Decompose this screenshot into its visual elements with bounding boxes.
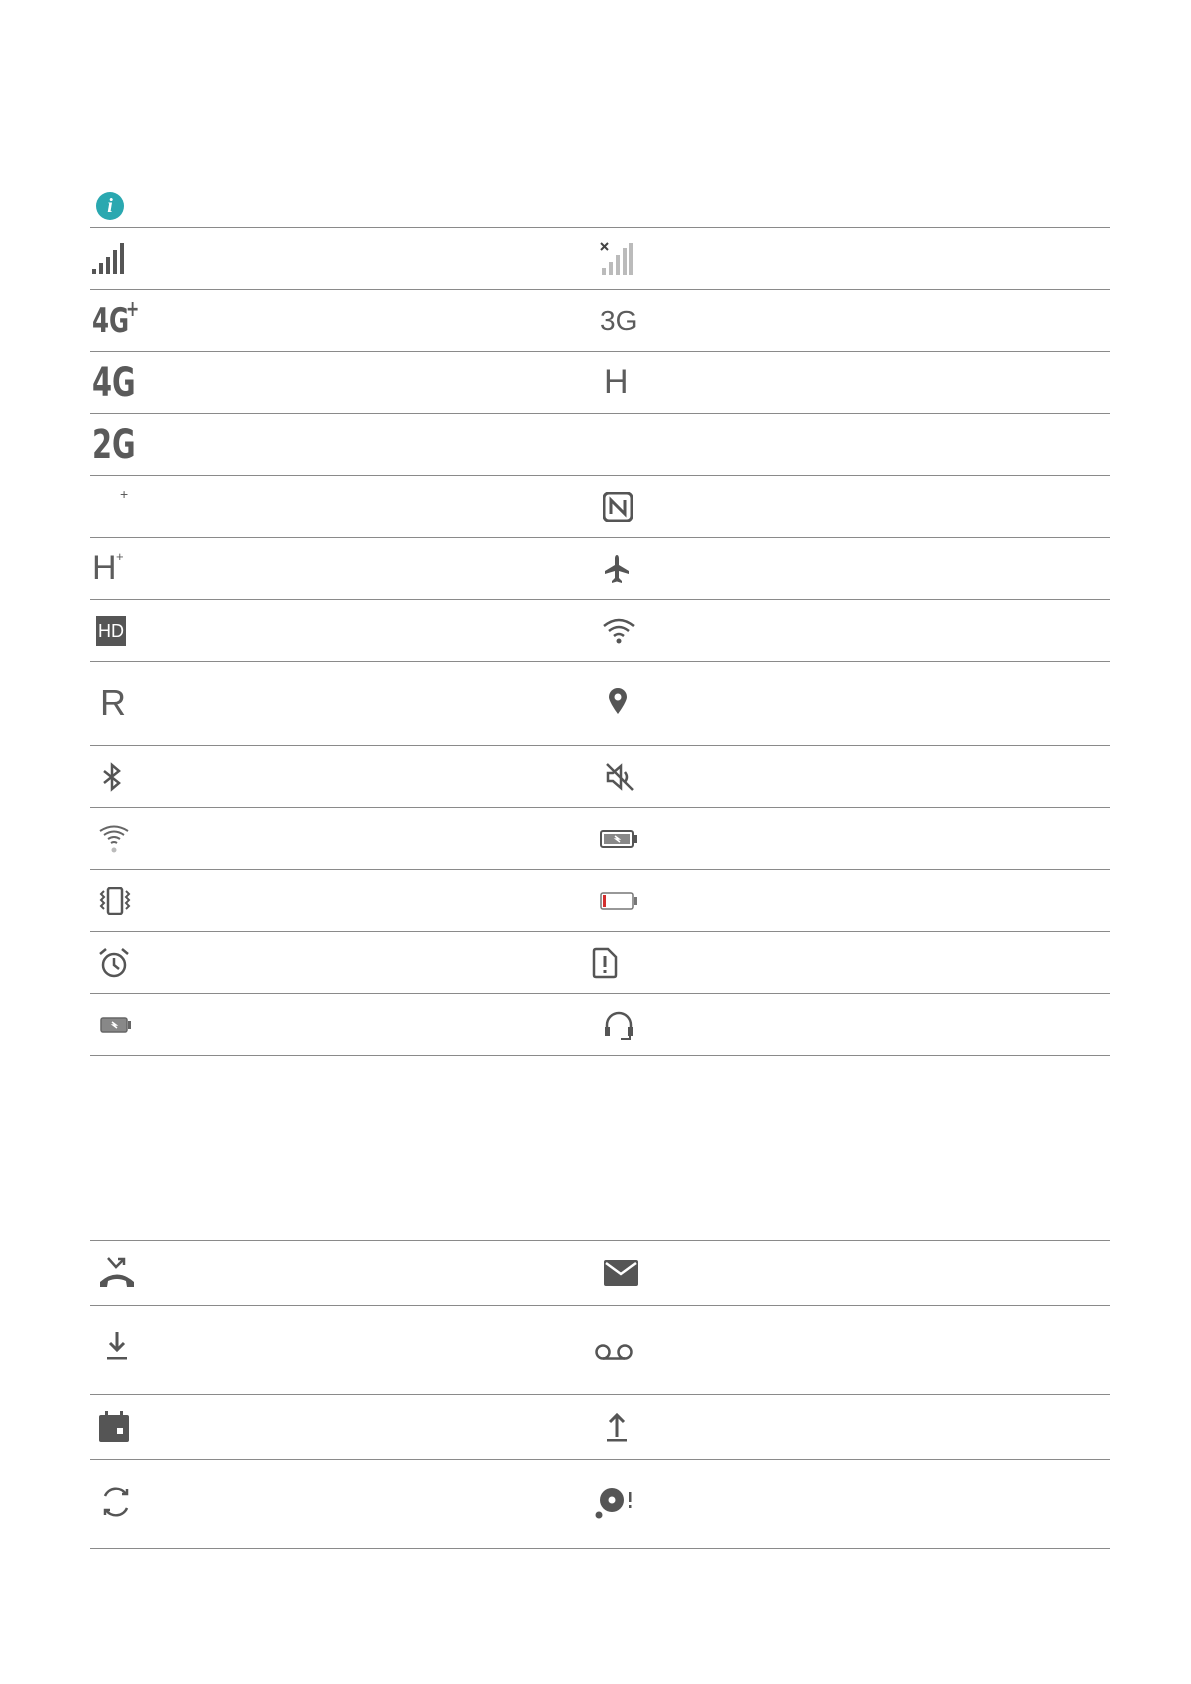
table-row xyxy=(90,807,1110,869)
upload-icon xyxy=(606,1411,628,1443)
nfc-icon xyxy=(603,492,633,522)
table-row xyxy=(90,1240,1110,1305)
headset-icon xyxy=(604,1010,634,1040)
calendar-icon xyxy=(98,1411,130,1443)
table-row xyxy=(90,661,1110,745)
table-row xyxy=(90,227,1110,289)
wifi-hotspot-icon xyxy=(98,825,130,853)
2g-icon: 2G xyxy=(92,421,136,468)
plus-icon: + xyxy=(120,486,129,502)
sync-icon xyxy=(100,1486,132,1518)
4g-icon: 4G xyxy=(92,359,136,406)
missed-call-icon xyxy=(98,1256,136,1290)
table-row xyxy=(90,931,1110,993)
location-icon xyxy=(608,687,628,715)
download-icon xyxy=(106,1330,128,1362)
table-row xyxy=(90,289,1110,351)
battery-full-icon xyxy=(100,1016,132,1034)
airplane-icon xyxy=(604,554,630,584)
battery-low-icon xyxy=(600,891,638,911)
notification-icons-table xyxy=(90,1240,1110,1549)
table-row xyxy=(90,1459,1110,1549)
no-signal-icon xyxy=(600,242,634,276)
bluetooth-icon xyxy=(102,762,122,792)
table-row xyxy=(90,537,1110,599)
status-icons-table xyxy=(90,227,1110,1056)
roaming-icon: R xyxy=(100,682,126,723)
table-row xyxy=(90,413,1110,475)
hspa-icon: H xyxy=(604,363,629,401)
vibrate-icon xyxy=(98,887,132,915)
table-row xyxy=(90,475,1110,537)
battery-charging-icon xyxy=(600,829,638,849)
4g-plus-icon: 4G + xyxy=(92,296,140,341)
table-row xyxy=(90,1305,1110,1394)
table-row xyxy=(90,1394,1110,1459)
table-row xyxy=(90,351,1110,413)
table-row xyxy=(90,993,1110,1056)
table-row xyxy=(90,869,1110,931)
hd-icon: HD xyxy=(96,616,126,646)
sync-failed-icon xyxy=(594,1484,634,1520)
table-row xyxy=(90,599,1110,661)
email-icon xyxy=(604,1260,638,1286)
info-icon: i xyxy=(96,192,124,220)
hspa-plus-icon: H + xyxy=(92,549,124,587)
wifi-icon xyxy=(602,618,636,644)
3g-icon: 3G xyxy=(600,304,638,336)
alarm-icon xyxy=(98,947,130,979)
no-sim-icon xyxy=(592,947,618,979)
table-row xyxy=(90,745,1110,807)
signal-full-icon xyxy=(92,243,126,275)
voicemail-icon xyxy=(594,1343,634,1361)
mute-icon xyxy=(605,762,635,792)
